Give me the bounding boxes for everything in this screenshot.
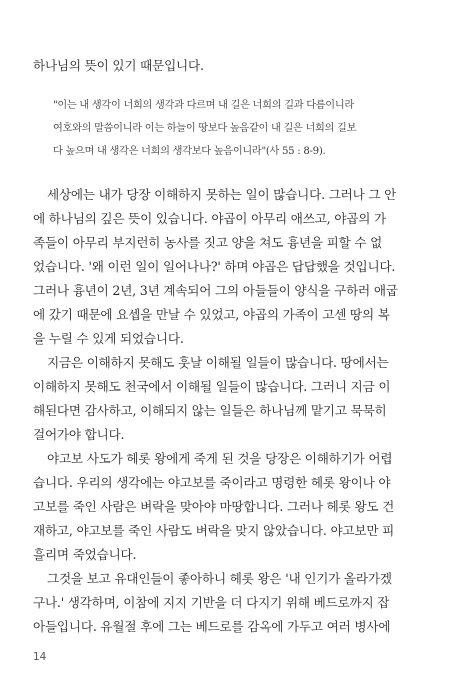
- body-line-15: 재하고, 야고보를 죽인 사람도 벼락을 맞지 않았습니다. 야고보만 피: [33, 523, 395, 538]
- scripture-quote-line-2: 여호와의 말씀이니라 이는 하늘이 땅보다 높음같이 내 길은 너희의 길보: [53, 123, 357, 134]
- body-line-13: 습니다. 우리의 생각에는 야고보를 죽이라고 명령한 헤롯 왕이나 야: [33, 475, 391, 490]
- body-line-8: 지금은 이해하지 못해도 훗날 이해될 일들이 많습니다. 땅에서는: [47, 355, 389, 370]
- body-line-12: 야고보 사도가 헤롯 왕에게 죽게 된 것을 당장은 이해하기가 어렵: [47, 451, 393, 466]
- body-line-6: 에 갔기 때문에 요셉을 만날 수 있었고, 야곱의 가족이 고센 땅의 복: [33, 307, 390, 322]
- body-line-9: 이해하지 못해도 천국에서 이해될 일들이 많습니다. 그러니 지금 이: [33, 379, 391, 394]
- page-number: 14: [33, 651, 47, 663]
- body-line-17: 그것을 보고 유대인들이 좋아하니 헤롯 왕은 '내 인기가 올라가겠: [47, 571, 392, 586]
- body-line-3: 족들이 아무리 부지런히 농사를 짓고 양을 쳐도 흉년을 피할 수 없: [33, 235, 383, 250]
- scripture-quote-line-1: "이는 내 생각이 너희의 생각과 다르며 내 길은 너희의 길과 다름이니라: [53, 100, 354, 111]
- body-line-16: 흘리며 죽었습니다.: [33, 547, 137, 562]
- scripture-quote-line-3: 다 높으며 내 생각은 너희의 생각보다 높음이니라"(사 55 : 8-9).: [53, 146, 326, 157]
- body-line-1: 세상에는 내가 당장 이해하지 못하는 일이 많습니다. 그러나 그 안: [47, 187, 397, 202]
- intro-line: 하나님의 뜻이 있기 때문입니다.: [33, 58, 204, 73]
- body-line-7: 을 누릴 수 있게 되었습니다.: [33, 331, 184, 346]
- body-line-10: 해된다면 감사하고, 이해되지 않는 일들은 하나님께 맡기고 묵묵히: [33, 403, 387, 418]
- body-line-19: 아들입니다. 유월절 후에 그는 베드로를 감옥에 가두고 여러 병사에: [33, 619, 391, 634]
- body-line-5: 그러나 흉년이 2년, 3년 계속되어 그의 아들들이 양식을 구하러 애굽: [33, 283, 398, 298]
- body-line-14: 고보를 죽인 사람은 벼락을 맞아야 마땅합니다. 그러나 헤롯 왕도 건: [33, 499, 395, 514]
- body-line-4: 었습니다. '왜 이런 일이 일어나나?' 하며 야곱은 답답했을 것입니다.: [33, 259, 396, 274]
- body-line-18: 구나.' 생각하며, 이참에 지지 기반을 더 다지기 위해 베드로까지 잡: [33, 595, 390, 610]
- body-line-2: 에 하나님의 깊은 뜻이 있습니다. 야곱이 아무리 애쓰고, 야곱의 가: [33, 211, 386, 226]
- body-line-11: 걸어가야 합니다.: [33, 427, 125, 442]
